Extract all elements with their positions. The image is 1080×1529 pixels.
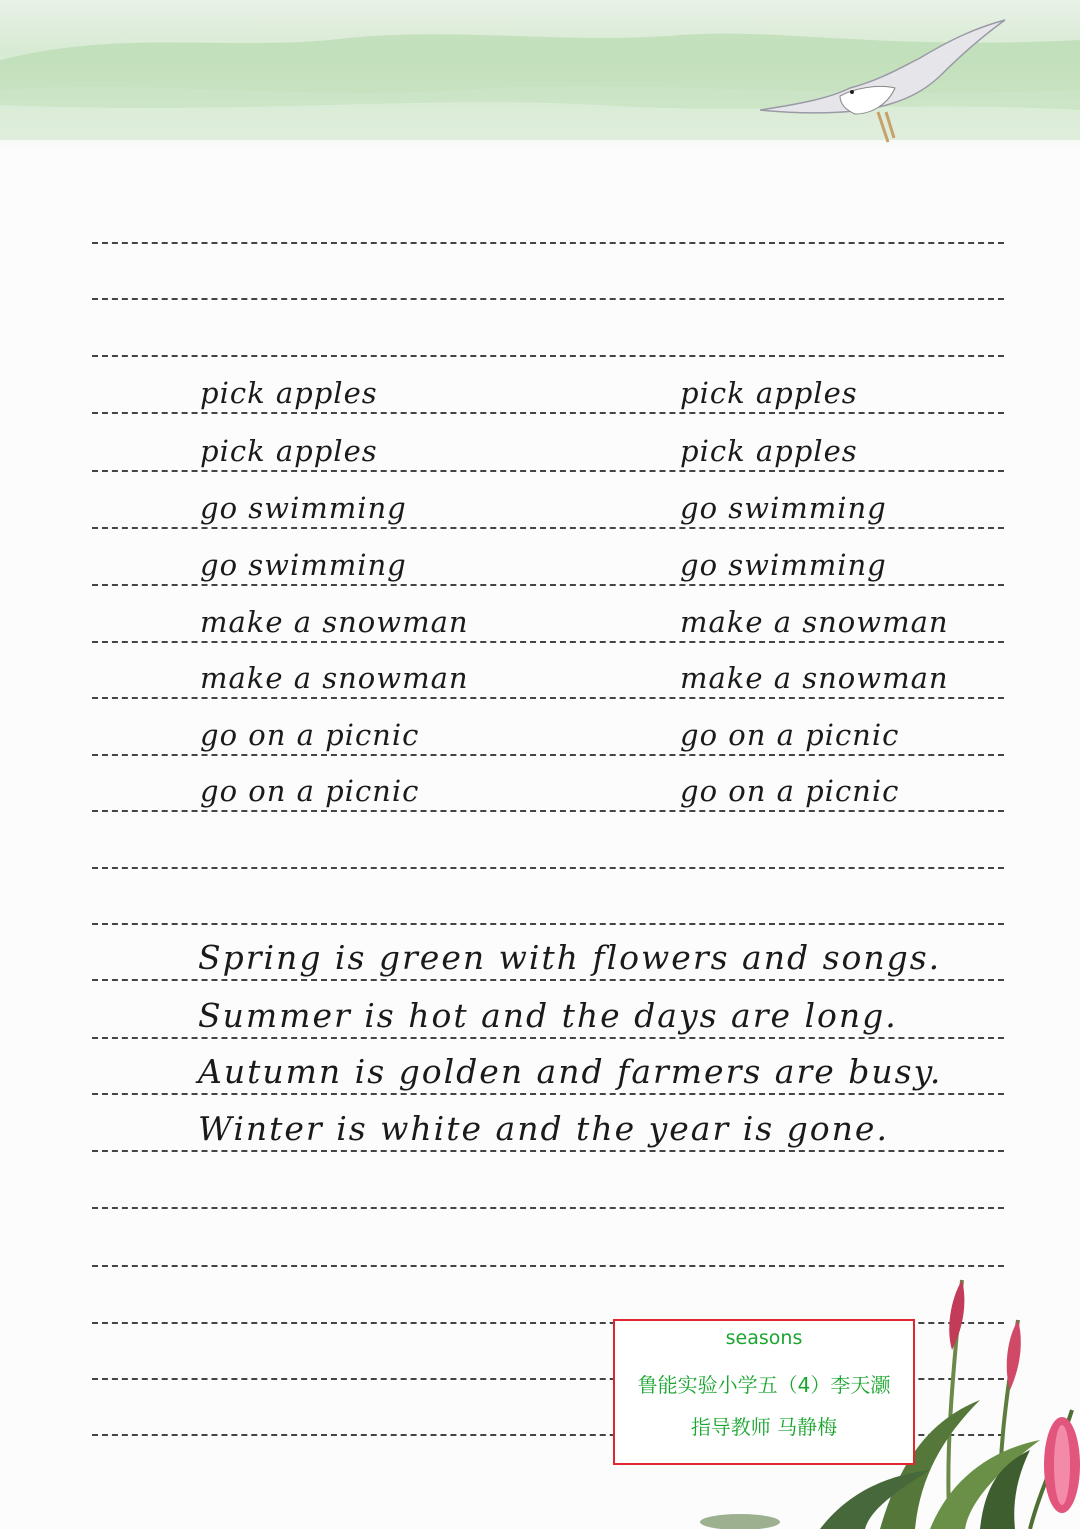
caption-title: seasons	[725, 1327, 803, 1349]
phrase-right: pick apples	[680, 434, 858, 468]
caption-author: 鲁能实验小学五（4）李天灏	[637, 1373, 891, 1397]
phrase-left: pick apples	[200, 376, 378, 410]
seagull-illustration	[760, 18, 1010, 148]
caption-label	[613, 1319, 915, 1465]
ruled-line	[92, 412, 1004, 414]
ruled-line	[92, 527, 1004, 529]
ruled-line	[92, 242, 1004, 244]
ruled-line	[92, 923, 1004, 925]
ruled-line	[92, 979, 1004, 981]
ruled-line	[92, 584, 1004, 586]
phrase-left: go swimming	[200, 491, 407, 525]
phrase-left: make a snowman	[200, 661, 469, 695]
ruled-line	[92, 1150, 1004, 1152]
phrase-right: make a snowman	[680, 605, 949, 639]
ruled-line	[92, 298, 1004, 300]
phrase-right: go on a picnic	[680, 718, 900, 752]
phrase-left: go swimming	[200, 548, 407, 582]
ruled-line	[92, 1093, 1004, 1095]
ruled-line	[92, 754, 1004, 756]
ruled-line	[92, 641, 1004, 643]
poem-line: Spring is green with flowers and songs.	[198, 938, 942, 977]
phrase-right: pick apples	[680, 376, 858, 410]
phrase-left: go on a picnic	[200, 718, 420, 752]
poem-line: Summer is hot and the days are long.	[198, 996, 898, 1035]
phrase-right: go swimming	[680, 491, 887, 525]
poem-line: Autumn is golden and farmers are busy.	[198, 1052, 943, 1091]
phrase-right: go on a picnic	[680, 774, 900, 808]
ruled-line	[92, 1037, 1004, 1039]
phrase-right: go swimming	[680, 548, 887, 582]
ruled-line	[92, 355, 1004, 357]
phrase-left: pick apples	[200, 434, 378, 468]
caption-teacher: 指导教师 马静梅	[690, 1415, 838, 1439]
phrase-right: make a snowman	[680, 661, 949, 695]
phrase-left: make a snowman	[200, 605, 469, 639]
ruled-line	[92, 1207, 1004, 1209]
ruled-line	[92, 867, 1004, 869]
ruled-line	[92, 470, 1004, 472]
ruled-line	[92, 697, 1004, 699]
phrase-left: go on a picnic	[200, 774, 420, 808]
poem-line: Winter is white and the year is gone.	[198, 1109, 889, 1148]
ruled-line	[92, 810, 1004, 812]
